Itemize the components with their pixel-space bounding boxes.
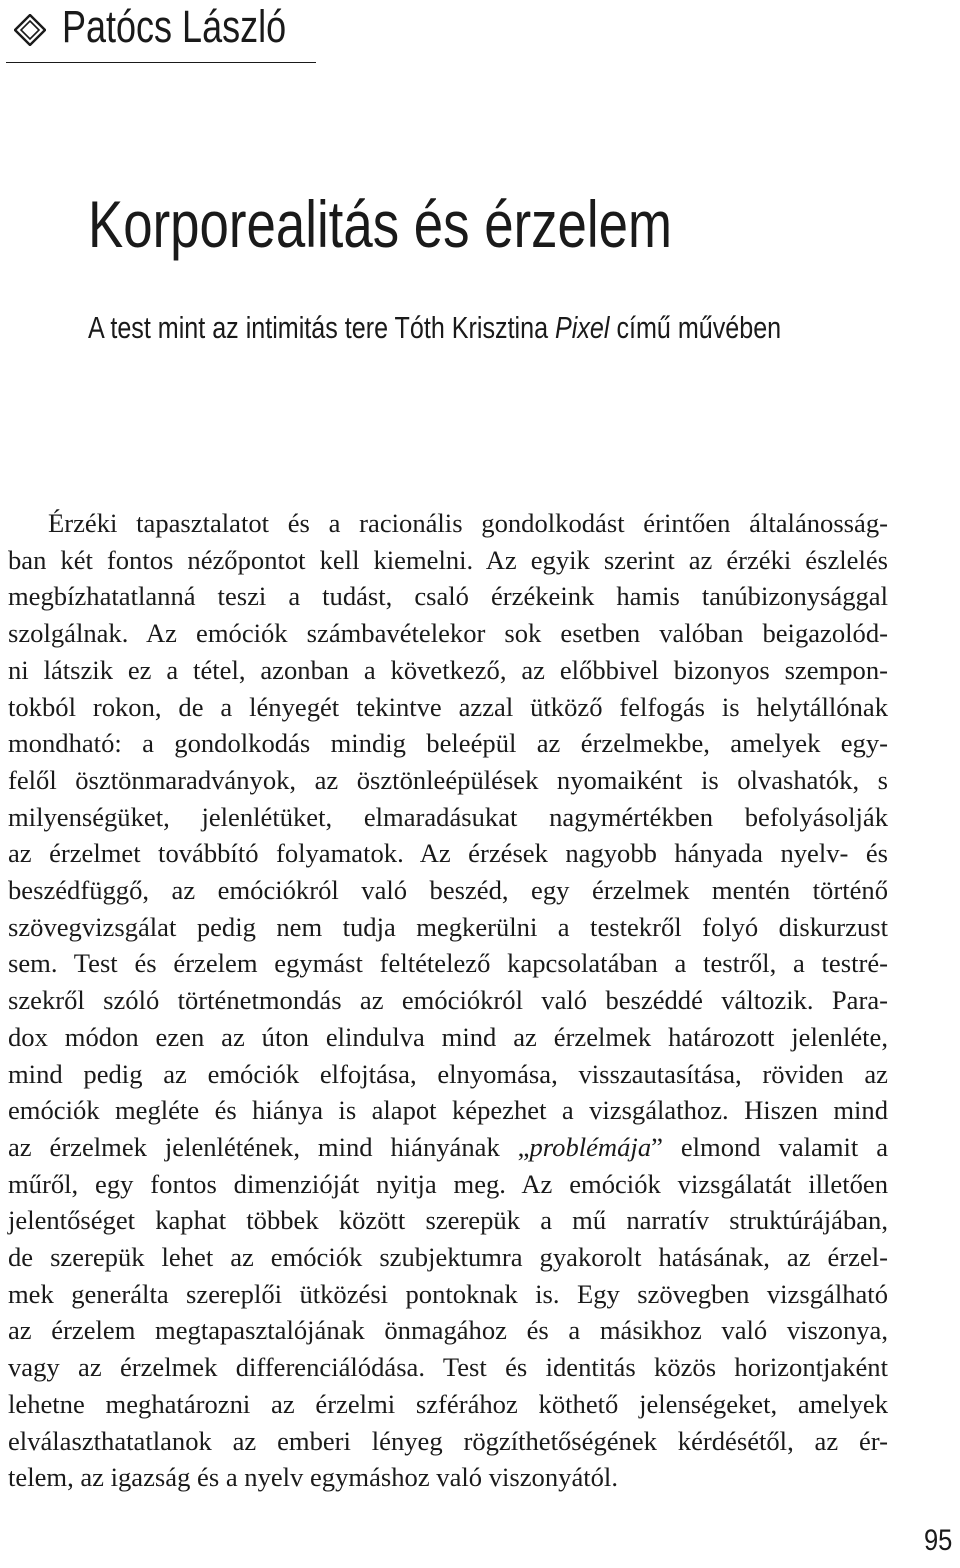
diamond-icon xyxy=(14,14,46,46)
subtitle-text: A test mint az intimitás tere Tóth Krisztina xyxy=(88,310,556,345)
text-line: felől ösztönmaradványok, az ösztönleépülések nyomaiként is olvashatók, s xyxy=(8,764,888,795)
text-line: milyenségüket, jelenlétüket, elmaradásukat nagymértékben befolyásolják xyxy=(8,801,888,832)
text-line: vagy az érzelmek differenciálódása. Test és identitás közös horizontjaként xyxy=(8,1352,888,1383)
article-title: Korporealitás és érzelem xyxy=(88,187,672,261)
italic-word: problémája xyxy=(529,1131,652,1162)
text-line: lehetne meghatározni az érzelmi szférához köthető jelenségeket, amelyek xyxy=(8,1388,888,1419)
text-line: tokból rokon, de a lényegét tekintve azzal ütköző felfogás is helytállónak xyxy=(8,691,888,722)
text-line: sem. Test és érzelem egymást feltételező kapcsolatában a testről, a testré- xyxy=(8,948,888,979)
author-name: Patócs László xyxy=(62,1,287,52)
text-line: szolgálnak. Az emóciók számbavételekor sok esetben valóban beigazolód- xyxy=(8,618,888,649)
text-line: de szerepük lehet az emóciók szubjektumra gyakorolt hatásának, az érzel- xyxy=(8,1242,888,1273)
text-line: Érzéki tapasztalatot és a racionális gondolkodást érintően általánosság- xyxy=(48,508,888,538)
text-line: az érzelmet továbbító folyamatok. Az érzések nagyobb hányada nyelv- és xyxy=(8,838,888,869)
text-line: műről, egy fontos dimenzióját nyitja meg. Az emóciók vizsgálatát illetően xyxy=(8,1168,888,1199)
text-line: jelentőséget kaphat többek között szerepük a mű narratív struktúrájában, xyxy=(8,1205,888,1236)
text-line: ni látszik ez a tétel, azonban a következő, az előbbivel bizonyos szempon- xyxy=(8,654,888,685)
text-line: szövegvizsgálat pedig nem tudja megkerülni a testekről folyó diskurzust xyxy=(8,911,888,942)
text-line: elválaszthatatlanok az emberi lényeg rögzíthetőségének kérdésétől, az ér- xyxy=(8,1425,888,1456)
subtitle-italic-title: Pixel xyxy=(555,310,610,345)
text-line: az érzelem megtapasztalójának önmagához és a másikhoz való viszonya, xyxy=(8,1315,888,1346)
text-line: mind pedig az emóciók elfojtása, elnyomása, visszautasítása, röviden az xyxy=(8,1058,888,1089)
article-subtitle xyxy=(88,310,781,346)
text-line: beszédfüggő, az emóciókról való beszéd, egy érzelmek mentén történő xyxy=(8,875,888,906)
text-fragment: ” elmond valamit a xyxy=(651,1131,888,1162)
text-line: mondható: a gondolkodás mindig beleépül az érzelmekbe, amelyek egy- xyxy=(8,728,888,759)
text-line: mek generálta szereplői ütközési pontoknak is. Egy szövegben vizsgálható xyxy=(8,1278,888,1309)
text-line: emóciók megléte és hiánya is alapot képezhet a vizsgálathoz. Hiszen mind xyxy=(8,1095,888,1126)
body-paragraph xyxy=(8,505,888,1496)
text-line: telem, az igazság és a nyelv egymáshoz való viszonyától. xyxy=(8,1462,618,1493)
subtitle-text-end: című művében xyxy=(609,310,782,345)
text-line: megbízhatatlanná teszi a tudást, csaló érzékeink hamis tanúbizonysággal xyxy=(8,581,888,612)
text-fragment: az érzelmek jelenlétének, mind hiányának „ xyxy=(8,1131,530,1162)
author-header xyxy=(6,0,316,63)
text-line: ban két fontos nézőpontot kell kiemelni. Az egyik szerint az érzéki észlelés xyxy=(8,544,888,575)
page-number: 95 xyxy=(924,1524,953,1557)
text-line-with-italic xyxy=(8,1129,888,1166)
text-line: dox módon ezen az úton elindulva mind az érzelmek határozott jelenléte, xyxy=(8,1021,888,1052)
text-line: szekről szóló történetmondás az emóciókról való beszéddé változik. Para- xyxy=(8,985,888,1016)
